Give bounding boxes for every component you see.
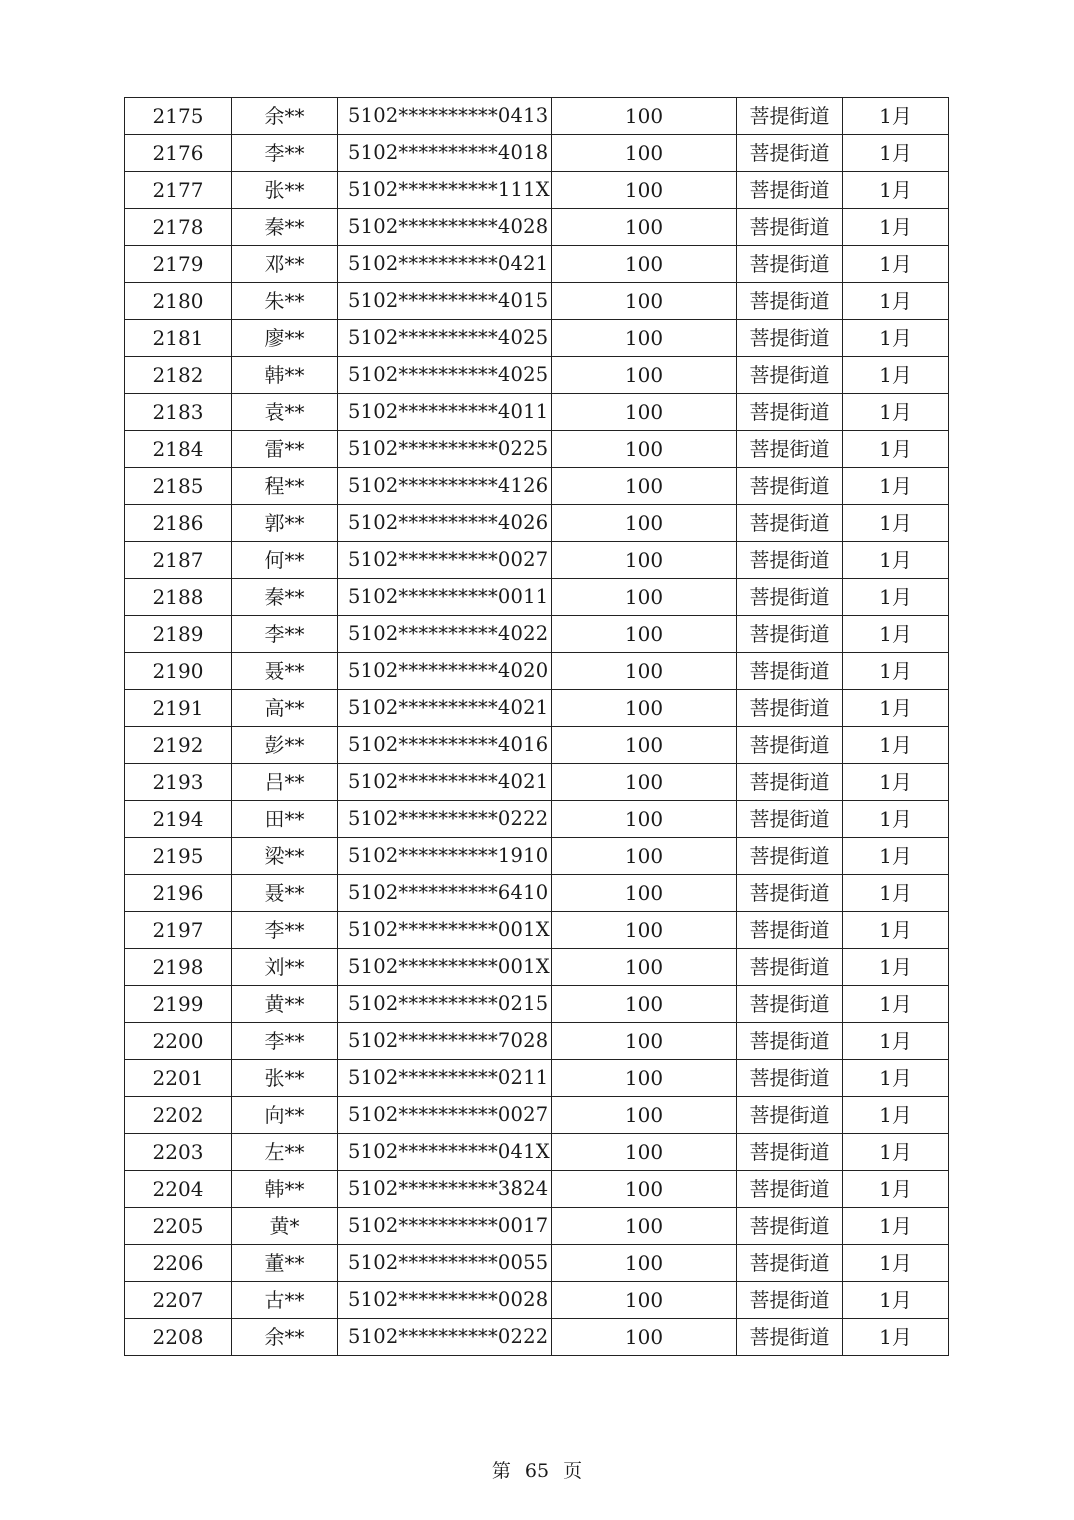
serial-cell: 2188 [125, 579, 232, 616]
id-number-cell: 5102**********0028 [338, 1282, 552, 1319]
id-number-cell: 5102**********4016 [338, 727, 552, 764]
amount-cell: 100 [552, 431, 737, 468]
name-cell: 韩** [232, 1171, 338, 1208]
amount-cell: 100 [552, 1097, 737, 1134]
id-number-cell: 5102**********4018 [338, 135, 552, 172]
id-number-cell: 5102**********4021 [338, 764, 552, 801]
id-number-cell: 5102**********6410 [338, 875, 552, 912]
serial-cell: 2182 [125, 357, 232, 394]
table-row [125, 1282, 949, 1319]
serial-cell: 2190 [125, 653, 232, 690]
month-cell: 1月 [843, 431, 949, 468]
name-cell: 李** [232, 1023, 338, 1060]
street-cell: 菩提街道 [737, 949, 843, 986]
street-cell: 菩提街道 [737, 98, 843, 135]
table-row [125, 986, 949, 1023]
street-cell: 菩提街道 [737, 912, 843, 949]
name-cell: 李** [232, 616, 338, 653]
id-number-cell: 5102**********0027 [338, 1097, 552, 1134]
name-cell: 梁** [232, 838, 338, 875]
name-cell: 向** [232, 1097, 338, 1134]
street-cell: 菩提街道 [737, 986, 843, 1023]
amount-cell: 100 [552, 1134, 737, 1171]
serial-cell: 2204 [125, 1171, 232, 1208]
serial-cell: 2184 [125, 431, 232, 468]
table-row [125, 320, 949, 357]
page-footer-prefix: 第 [491, 1460, 511, 1482]
month-cell: 1月 [843, 986, 949, 1023]
serial-cell: 2179 [125, 246, 232, 283]
name-cell: 何** [232, 542, 338, 579]
street-cell: 菩提街道 [737, 320, 843, 357]
table-row [125, 1060, 949, 1097]
table-row [125, 1208, 949, 1245]
month-cell: 1月 [843, 949, 949, 986]
id-number-cell: 5102**********4126 [338, 468, 552, 505]
id-number-cell: 5102**********0421 [338, 246, 552, 283]
month-cell: 1月 [843, 1023, 949, 1060]
table-row [125, 135, 949, 172]
serial-cell: 2189 [125, 616, 232, 653]
month-cell: 1月 [843, 616, 949, 653]
table-row [125, 579, 949, 616]
table-row [125, 283, 949, 320]
street-cell: 菩提街道 [737, 283, 843, 320]
page-footer [0, 1456, 1074, 1483]
street-cell: 菩提街道 [737, 727, 843, 764]
name-cell: 李** [232, 912, 338, 949]
street-cell: 菩提街道 [737, 542, 843, 579]
month-cell: 1月 [843, 320, 949, 357]
serial-cell: 2186 [125, 505, 232, 542]
id-number-cell: 5102**********0211 [338, 1060, 552, 1097]
street-cell: 菩提街道 [737, 1171, 843, 1208]
month-cell: 1月 [843, 394, 949, 431]
id-number-cell: 5102**********4015 [338, 283, 552, 320]
name-cell: 刘** [232, 949, 338, 986]
street-cell: 菩提街道 [737, 431, 843, 468]
page-footer-suffix: 页 [563, 1460, 583, 1482]
month-cell: 1月 [843, 912, 949, 949]
amount-cell: 100 [552, 1208, 737, 1245]
name-cell: 董** [232, 1245, 338, 1282]
id-number-cell: 5102**********4025 [338, 320, 552, 357]
table-row [125, 394, 949, 431]
month-cell: 1月 [843, 209, 949, 246]
amount-cell: 100 [552, 246, 737, 283]
table-row [125, 912, 949, 949]
serial-cell: 2208 [125, 1319, 232, 1356]
amount-cell: 100 [552, 357, 737, 394]
month-cell: 1月 [843, 1245, 949, 1282]
street-cell: 菩提街道 [737, 1319, 843, 1356]
street-cell: 菩提街道 [737, 875, 843, 912]
table-row [125, 542, 949, 579]
name-cell: 张** [232, 172, 338, 209]
amount-cell: 100 [552, 1282, 737, 1319]
table-row [125, 1023, 949, 1060]
serial-cell: 2185 [125, 468, 232, 505]
serial-cell: 2191 [125, 690, 232, 727]
amount-cell: 100 [552, 1060, 737, 1097]
table-row [125, 1134, 949, 1171]
month-cell: 1月 [843, 838, 949, 875]
serial-cell: 2200 [125, 1023, 232, 1060]
id-number-cell: 5102**********0055 [338, 1245, 552, 1282]
id-number-cell: 5102**********3824 [338, 1171, 552, 1208]
serial-cell: 2199 [125, 986, 232, 1023]
id-number-cell: 5102**********0413 [338, 98, 552, 135]
id-number-cell: 5102**********0017 [338, 1208, 552, 1245]
roster-table [124, 97, 949, 1356]
amount-cell: 100 [552, 653, 737, 690]
amount-cell: 100 [552, 616, 737, 653]
street-cell: 菩提街道 [737, 1134, 843, 1171]
serial-cell: 2181 [125, 320, 232, 357]
name-cell: 高** [232, 690, 338, 727]
street-cell: 菩提街道 [737, 1060, 843, 1097]
month-cell: 1月 [843, 1134, 949, 1171]
serial-cell: 2201 [125, 1060, 232, 1097]
month-cell: 1月 [843, 98, 949, 135]
month-cell: 1月 [843, 283, 949, 320]
amount-cell: 100 [552, 801, 737, 838]
table-row [125, 838, 949, 875]
serial-cell: 2187 [125, 542, 232, 579]
name-cell: 袁** [232, 394, 338, 431]
month-cell: 1月 [843, 135, 949, 172]
name-cell: 韩** [232, 357, 338, 394]
table-row [125, 246, 949, 283]
street-cell: 菩提街道 [737, 135, 843, 172]
amount-cell: 100 [552, 1171, 737, 1208]
street-cell: 菩提街道 [737, 1282, 843, 1319]
table-row [125, 98, 949, 135]
amount-cell: 100 [552, 579, 737, 616]
month-cell: 1月 [843, 542, 949, 579]
table-row [125, 1245, 949, 1282]
amount-cell: 100 [552, 690, 737, 727]
id-number-cell: 5102**********4022 [338, 616, 552, 653]
id-number-cell: 5102**********1910 [338, 838, 552, 875]
table-row [125, 875, 949, 912]
serial-cell: 2180 [125, 283, 232, 320]
table-row [125, 653, 949, 690]
id-number-cell: 5102**********001X [338, 912, 552, 949]
name-cell: 程** [232, 468, 338, 505]
table-row [125, 172, 949, 209]
name-cell: 余** [232, 98, 338, 135]
street-cell: 菩提街道 [737, 1023, 843, 1060]
street-cell: 菩提街道 [737, 246, 843, 283]
name-cell: 朱** [232, 283, 338, 320]
amount-cell: 100 [552, 394, 737, 431]
amount-cell: 100 [552, 135, 737, 172]
month-cell: 1月 [843, 357, 949, 394]
serial-cell: 2202 [125, 1097, 232, 1134]
month-cell: 1月 [843, 172, 949, 209]
street-cell: 菩提街道 [737, 616, 843, 653]
serial-cell: 2205 [125, 1208, 232, 1245]
table-row [125, 209, 949, 246]
amount-cell: 100 [552, 172, 737, 209]
amount-cell: 100 [552, 1245, 737, 1282]
serial-cell: 2178 [125, 209, 232, 246]
name-cell: 余** [232, 1319, 338, 1356]
table-row [125, 1171, 949, 1208]
id-number-cell: 5102**********4021 [338, 690, 552, 727]
table-row [125, 764, 949, 801]
name-cell: 黄* [232, 1208, 338, 1245]
name-cell: 左** [232, 1134, 338, 1171]
amount-cell: 100 [552, 505, 737, 542]
name-cell: 邓** [232, 246, 338, 283]
month-cell: 1月 [843, 727, 949, 764]
id-number-cell: 5102**********0225 [338, 431, 552, 468]
serial-cell: 2194 [125, 801, 232, 838]
name-cell: 彭** [232, 727, 338, 764]
id-number-cell: 5102**********041X [338, 1134, 552, 1171]
month-cell: 1月 [843, 246, 949, 283]
table-row [125, 1097, 949, 1134]
name-cell: 张** [232, 1060, 338, 1097]
amount-cell: 100 [552, 542, 737, 579]
id-number-cell: 5102**********0011 [338, 579, 552, 616]
street-cell: 菩提街道 [737, 394, 843, 431]
month-cell: 1月 [843, 690, 949, 727]
amount-cell: 100 [552, 1023, 737, 1060]
amount-cell: 100 [552, 875, 737, 912]
street-cell: 菩提街道 [737, 653, 843, 690]
name-cell: 郭** [232, 505, 338, 542]
month-cell: 1月 [843, 1282, 949, 1319]
month-cell: 1月 [843, 468, 949, 505]
id-number-cell: 5102**********4026 [338, 505, 552, 542]
street-cell: 菩提街道 [737, 172, 843, 209]
street-cell: 菩提街道 [737, 209, 843, 246]
serial-cell: 2203 [125, 1134, 232, 1171]
street-cell: 菩提街道 [737, 1245, 843, 1282]
id-number-cell: 5102**********0222 [338, 801, 552, 838]
name-cell: 李** [232, 135, 338, 172]
amount-cell: 100 [552, 209, 737, 246]
amount-cell: 100 [552, 838, 737, 875]
serial-cell: 2197 [125, 912, 232, 949]
street-cell: 菩提街道 [737, 468, 843, 505]
amount-cell: 100 [552, 986, 737, 1023]
serial-cell: 2206 [125, 1245, 232, 1282]
street-cell: 菩提街道 [737, 579, 843, 616]
serial-cell: 2193 [125, 764, 232, 801]
amount-cell: 100 [552, 1319, 737, 1356]
month-cell: 1月 [843, 1319, 949, 1356]
amount-cell: 100 [552, 764, 737, 801]
month-cell: 1月 [843, 1060, 949, 1097]
id-number-cell: 5102**********4028 [338, 209, 552, 246]
name-cell: 黄** [232, 986, 338, 1023]
amount-cell: 100 [552, 912, 737, 949]
table-row [125, 468, 949, 505]
id-number-cell: 5102**********0027 [338, 542, 552, 579]
name-cell: 雷** [232, 431, 338, 468]
month-cell: 1月 [843, 764, 949, 801]
amount-cell: 100 [552, 98, 737, 135]
month-cell: 1月 [843, 579, 949, 616]
serial-cell: 2207 [125, 1282, 232, 1319]
month-cell: 1月 [843, 1097, 949, 1134]
name-cell: 田** [232, 801, 338, 838]
name-cell: 吕** [232, 764, 338, 801]
street-cell: 菩提街道 [737, 1097, 843, 1134]
name-cell: 聂** [232, 875, 338, 912]
serial-cell: 2196 [125, 875, 232, 912]
id-number-cell: 5102**********7028 [338, 1023, 552, 1060]
table-row [125, 431, 949, 468]
month-cell: 1月 [843, 875, 949, 912]
id-number-cell: 5102**********4020 [338, 653, 552, 690]
amount-cell: 100 [552, 949, 737, 986]
street-cell: 菩提街道 [737, 1208, 843, 1245]
id-number-cell: 5102**********0222 [338, 1319, 552, 1356]
street-cell: 菩提街道 [737, 505, 843, 542]
table-row [125, 949, 949, 986]
name-cell: 秦** [232, 579, 338, 616]
id-number-cell: 5102**********4011 [338, 394, 552, 431]
amount-cell: 100 [552, 320, 737, 357]
id-number-cell: 5102**********0215 [338, 986, 552, 1023]
table-row [125, 727, 949, 764]
amount-cell: 100 [552, 283, 737, 320]
month-cell: 1月 [843, 801, 949, 838]
amount-cell: 100 [552, 468, 737, 505]
street-cell: 菩提街道 [737, 357, 843, 394]
serial-cell: 2183 [125, 394, 232, 431]
table-row [125, 616, 949, 653]
serial-cell: 2177 [125, 172, 232, 209]
name-cell: 廖** [232, 320, 338, 357]
street-cell: 菩提街道 [737, 801, 843, 838]
id-number-cell: 5102**********001X [338, 949, 552, 986]
month-cell: 1月 [843, 653, 949, 690]
amount-cell: 100 [552, 727, 737, 764]
table-row [125, 690, 949, 727]
month-cell: 1月 [843, 1208, 949, 1245]
serial-cell: 2175 [125, 98, 232, 135]
page-number: 65 [524, 1460, 550, 1482]
street-cell: 菩提街道 [737, 838, 843, 875]
serial-cell: 2176 [125, 135, 232, 172]
table-row [125, 505, 949, 542]
id-number-cell: 5102**********4025 [338, 357, 552, 394]
name-cell: 古** [232, 1282, 338, 1319]
month-cell: 1月 [843, 1171, 949, 1208]
table-row [125, 801, 949, 838]
street-cell: 菩提街道 [737, 764, 843, 801]
serial-cell: 2198 [125, 949, 232, 986]
serial-cell: 2195 [125, 838, 232, 875]
name-cell: 聂** [232, 653, 338, 690]
serial-cell: 2192 [125, 727, 232, 764]
id-number-cell: 5102**********111X [338, 172, 552, 209]
month-cell: 1月 [843, 505, 949, 542]
roster-table-body [125, 98, 949, 1356]
street-cell: 菩提街道 [737, 690, 843, 727]
table-row [125, 357, 949, 394]
name-cell: 秦** [232, 209, 338, 246]
table-row [125, 1319, 949, 1356]
